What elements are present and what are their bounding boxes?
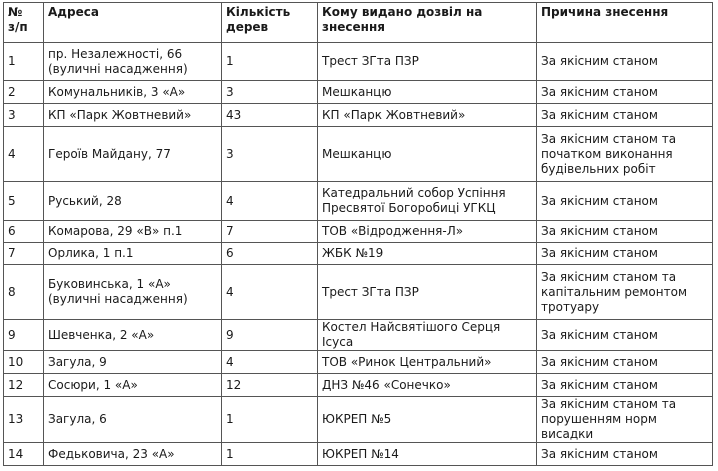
cell-holder: Мешканцю [318,127,537,182]
cell-num: 7 [4,243,44,265]
header-trees [222,3,318,43]
header-holder [318,3,537,43]
table-row [4,265,713,320]
header-num-label: № з/п [8,5,28,34]
cell-trees: 1 [222,43,318,81]
header-reason [537,3,713,43]
cell-num: 10 [4,351,44,374]
cell-num: 1 [4,43,44,81]
header-trees-label: Кількість дерев [226,5,291,34]
cell-reason: За якісним станом та початком виконання будівельних робіт [537,127,713,182]
table-row [4,43,713,81]
cell-reason: За якісним станом [537,104,713,127]
table-row [4,243,713,265]
cell-num: 6 [4,221,44,243]
header-reason-label: Причина знесення [541,5,669,19]
table-row [4,221,713,243]
cell-address: Шевченка, 2 «А» [44,320,222,351]
table-row [4,182,713,221]
cell-reason: За якісним станом та капітальним ремонтом тротуару [537,265,713,320]
cell-reason: За якісним станом [537,243,713,265]
cell-trees: 6 [222,243,318,265]
table-header-row [4,3,713,43]
cell-address: Орлика, 1 п.1 [44,243,222,265]
cell-reason: За якісним станом [537,443,713,466]
table-row [4,374,713,397]
cell-trees: 3 [222,127,318,182]
tree-removal-permits-table [3,2,713,466]
header-num [4,3,44,43]
header-address [44,3,222,43]
table-row [4,397,713,443]
cell-address: КП «Парк Жовтневий» [44,104,222,127]
cell-reason: За якісним станом [537,320,713,351]
cell-address: Руський, 28 [44,182,222,221]
cell-num: 13 [4,397,44,443]
cell-holder: Трест ЗГта ПЗР [318,43,537,81]
cell-holder: Трест ЗГта ПЗР [318,265,537,320]
cell-holder: Костел Найсвятішого Серця Ісуса [318,320,537,351]
cell-reason: За якісним станом [537,374,713,397]
cell-trees: 4 [222,265,318,320]
cell-holder: КП «Парк Жовтневий» [318,104,537,127]
cell-address: Федьковича, 23 «А» [44,443,222,466]
table-row [4,443,713,466]
header-holder-label: Кому видано дозвіл на знесення [322,5,483,34]
cell-holder: ЮКРЕП №5 [318,397,537,443]
cell-holder: ТОВ «Ринок Центральний» [318,351,537,374]
table-row [4,127,713,182]
cell-address: Героїв Майдану, 77 [44,127,222,182]
cell-trees: 1 [222,397,318,443]
cell-trees: 7 [222,221,318,243]
cell-num: 9 [4,320,44,351]
cell-address: Комарова, 29 «В» п.1 [44,221,222,243]
cell-holder: Мешканцю [318,81,537,104]
cell-holder: ДНЗ №46 «Сонечко» [318,374,537,397]
cell-address: Загула, 9 [44,351,222,374]
cell-trees: 1 [222,443,318,466]
cell-reason: За якісним станом [537,351,713,374]
cell-reason: За якісним станом [537,43,713,81]
table-row [4,104,713,127]
header-address-label: Адреса [48,5,99,19]
cell-trees: 4 [222,182,318,221]
cell-num: 12 [4,374,44,397]
cell-reason: За якісним станом [537,182,713,221]
cell-trees: 3 [222,81,318,104]
cell-reason: За якісним станом та порушенням норм висадки [537,397,713,443]
cell-num: 3 [4,104,44,127]
cell-trees: 9 [222,320,318,351]
cell-reason: За якісним станом [537,81,713,104]
cell-address: Комунальників, 3 «А» [44,81,222,104]
cell-trees: 43 [222,104,318,127]
cell-trees: 4 [222,351,318,374]
cell-reason: За якісним станом [537,221,713,243]
cell-address: Загула, 6 [44,397,222,443]
cell-holder: ЖБК №19 [318,243,537,265]
cell-holder: ТОВ «Відродження-Л» [318,221,537,243]
cell-holder: ЮКРЕП №14 [318,443,537,466]
cell-num: 8 [4,265,44,320]
cell-address: Буковинська, 1 «А» (вуличні насадження) [44,265,222,320]
table-row [4,351,713,374]
table-row [4,81,713,104]
cell-num: 4 [4,127,44,182]
cell-holder: Катедральний собор Успіння Пресвятої Богоробиці УГКЦ [318,182,537,221]
cell-num: 2 [4,81,44,104]
cell-address: Сосюри, 1 «А» [44,374,222,397]
cell-address: пр. Незалежності, 66 (вуличні насадження) [44,43,222,81]
cell-num: 5 [4,182,44,221]
table-row [4,320,713,351]
cell-trees: 12 [222,374,318,397]
cell-num: 14 [4,443,44,466]
